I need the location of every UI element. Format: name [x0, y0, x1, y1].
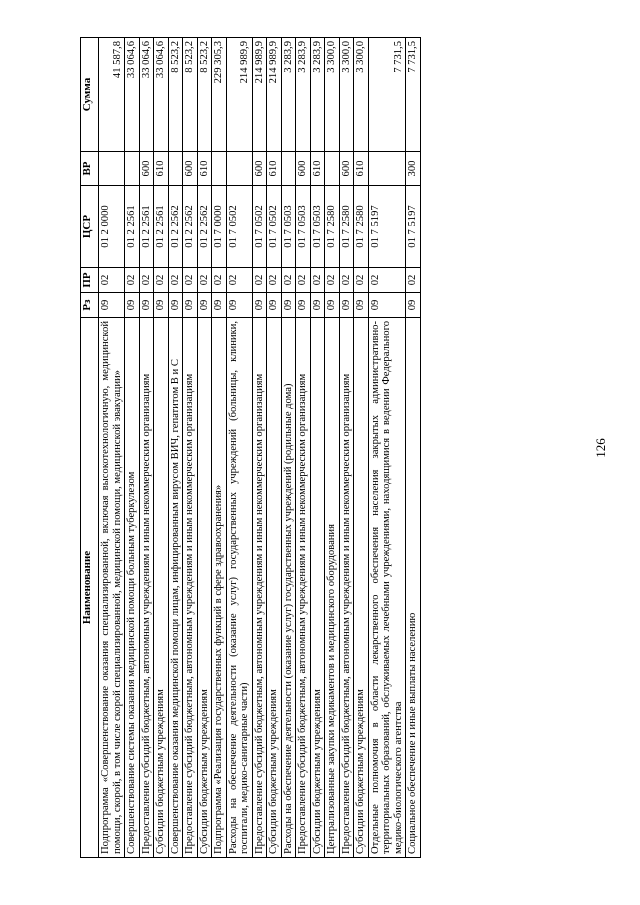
row-vr — [99, 152, 125, 186]
row-pr: 02 — [354, 268, 369, 293]
row-rz: 09 — [197, 293, 212, 318]
row-sum: 3 300,0 — [325, 38, 340, 152]
row-sum: 33 064,6 — [139, 38, 154, 152]
row-pr: 02 — [212, 268, 227, 293]
row-csr: 01 2 2562 — [183, 186, 198, 268]
row-vr: 600 — [339, 152, 354, 186]
row-rz: 09 — [99, 293, 125, 318]
row-vr: 610 — [154, 152, 169, 186]
row-sum: 214 989,9 — [226, 38, 252, 152]
table-body — [99, 38, 421, 858]
row-csr: 01 7 0503 — [296, 186, 311, 268]
row-pr: 02 — [139, 268, 154, 293]
row-sum: 214 989,9 — [252, 38, 267, 152]
row-name: Субсидии бюджетным учреждениям — [354, 318, 369, 858]
table-row — [325, 38, 340, 858]
row-csr: 01 7 0502 — [252, 186, 267, 268]
row-sum: 33 064,6 — [154, 38, 169, 152]
table-row — [212, 38, 227, 858]
rotated-page-content — [80, 38, 580, 858]
row-name: Субсидии бюджетным учреждениям — [197, 318, 212, 858]
row-rz: 09 — [139, 293, 154, 318]
row-rz: 09 — [325, 293, 340, 318]
row-vr: 610 — [197, 152, 212, 186]
table-row — [168, 38, 183, 858]
table-row — [296, 38, 311, 858]
row-pr: 02 — [310, 268, 325, 293]
row-name: Совершенствование системы оказания медицинской помощи больным туберкулезом — [125, 318, 140, 858]
header-rz: Рз — [81, 293, 99, 318]
row-name: Подпрограмма «Реализация государственных функций в сфере здравоохранения» — [212, 318, 227, 858]
header-sum: Сумма — [81, 38, 99, 152]
row-csr: 01 7 2580 — [325, 186, 340, 268]
row-name: Предоставление субсидий бюджетным, автономным учреждениям и иным некоммерческим организациям — [339, 318, 354, 858]
row-sum: 7 731,5 — [368, 38, 406, 152]
row-sum: 8 523,2 — [168, 38, 183, 152]
row-csr: 01 7 2580 — [354, 186, 369, 268]
row-rz: 09 — [252, 293, 267, 318]
row-csr: 01 7 0503 — [310, 186, 325, 268]
table-row — [339, 38, 354, 858]
row-pr: 02 — [325, 268, 340, 293]
row-rz: 09 — [406, 293, 421, 318]
table-row — [197, 38, 212, 858]
row-sum: 214 989,9 — [267, 38, 282, 152]
row-vr: 600 — [296, 152, 311, 186]
row-vr: 600 — [139, 152, 154, 186]
row-csr: 01 7 0502 — [267, 186, 282, 268]
row-vr: 610 — [310, 152, 325, 186]
row-csr: 01 2 0000 — [99, 186, 125, 268]
row-name: Подпрограмма «Совершенствование оказания специализированной, включая высокотехнологичную, медицинской помощи, скорой, в том числе скорой специализированной, медицинской помощи, медицинской эвакуации» — [99, 318, 125, 858]
row-pr: 02 — [339, 268, 354, 293]
row-sum: 8 523,2 — [183, 38, 198, 152]
row-vr — [168, 152, 183, 186]
row-rz: 09 — [226, 293, 252, 318]
row-pr: 02 — [99, 268, 125, 293]
row-name: Предоставление субсидий бюджетным, автономным учреждениям и иным некоммерческим организациям — [139, 318, 154, 858]
table-row — [226, 38, 252, 858]
row-csr: 01 7 2580 — [339, 186, 354, 268]
row-vr — [325, 152, 340, 186]
row-pr: 02 — [168, 268, 183, 293]
row-pr: 02 — [125, 268, 140, 293]
table-row — [368, 38, 406, 858]
row-vr — [125, 152, 140, 186]
row-rz: 09 — [281, 293, 296, 318]
row-sum: 3 300,0 — [339, 38, 354, 152]
row-vr — [212, 152, 227, 186]
row-name: Субсидии бюджетным учреждениям — [267, 318, 282, 858]
row-rz: 09 — [310, 293, 325, 318]
row-pr: 02 — [281, 268, 296, 293]
row-pr: 02 — [406, 268, 421, 293]
row-pr: 02 — [226, 268, 252, 293]
row-name: Расходы на обеспечение деятельности (оказание услуг) государственных учреждений (родильные дома) — [281, 318, 296, 858]
row-sum: 3 283,9 — [310, 38, 325, 152]
table-row — [125, 38, 140, 858]
row-sum: 8 523,2 — [197, 38, 212, 152]
row-rz: 09 — [354, 293, 369, 318]
row-vr: 300 — [406, 152, 421, 186]
row-vr: 610 — [354, 152, 369, 186]
row-rz: 09 — [296, 293, 311, 318]
row-sum: 3 283,9 — [281, 38, 296, 152]
budget-table — [80, 37, 421, 858]
row-csr: 01 7 5197 — [406, 186, 421, 268]
row-csr: 01 2 2561 — [154, 186, 169, 268]
row-name: Предоставление субсидий бюджетным, автономным учреждениям и иным некоммерческим организациям — [183, 318, 198, 858]
table-header-row — [81, 38, 99, 858]
row-vr: 600 — [252, 152, 267, 186]
row-rz: 09 — [125, 293, 140, 318]
row-name: Совершенствование оказания медицинской помощи лицам, инфицированным вирусом ВИЧ, гепатитом В и С — [168, 318, 183, 858]
row-sum: 3 300,0 — [354, 38, 369, 152]
row-pr: 02 — [183, 268, 198, 293]
row-vr — [281, 152, 296, 186]
table-row — [154, 38, 169, 858]
table-row — [267, 38, 282, 858]
row-csr: 01 7 5197 — [368, 186, 406, 268]
row-rz: 09 — [212, 293, 227, 318]
table-row — [252, 38, 267, 858]
header-vr: ВР — [81, 152, 99, 186]
table-row — [139, 38, 154, 858]
row-sum: 41 587,8 — [99, 38, 125, 152]
table-row — [354, 38, 369, 858]
row-pr: 02 — [267, 268, 282, 293]
table-row — [406, 38, 421, 858]
row-sum: 229 305,3 — [212, 38, 227, 152]
row-name: Расходы на обеспечение деятельности (оказание услуг) государственных учреждений (больницы, клиники, госпитали, медико-санитарные части) — [226, 318, 252, 858]
row-pr: 02 — [296, 268, 311, 293]
row-name: Социальное обеспечение и иные выплаты населению — [406, 318, 421, 858]
header-pr: ПР — [81, 268, 99, 293]
row-name: Централизованные закупки медикаментов и медицинского оборудования — [325, 318, 340, 858]
row-rz: 09 — [168, 293, 183, 318]
row-rz: 09 — [183, 293, 198, 318]
row-csr: 01 2 2562 — [168, 186, 183, 268]
row-sum: 33 064,6 — [125, 38, 140, 152]
table-row — [183, 38, 198, 858]
row-sum: 7 731,5 — [406, 38, 421, 152]
row-csr: 01 7 0502 — [226, 186, 252, 268]
row-pr: 02 — [197, 268, 212, 293]
row-csr: 01 2 2561 — [139, 186, 154, 268]
row-sum: 3 283,9 — [296, 38, 311, 152]
row-pr: 02 — [252, 268, 267, 293]
row-csr: 01 7 0000 — [212, 186, 227, 268]
row-rz: 09 — [154, 293, 169, 318]
row-rz: 09 — [267, 293, 282, 318]
row-csr: 01 2 2561 — [125, 186, 140, 268]
row-name: Субсидии бюджетным учреждениям — [154, 318, 169, 858]
row-vr: 600 — [183, 152, 198, 186]
row-csr: 01 2 2562 — [197, 186, 212, 268]
row-rz: 09 — [339, 293, 354, 318]
row-csr: 01 7 0503 — [281, 186, 296, 268]
table-row — [310, 38, 325, 858]
row-name: Отдельные полномочия в области лекарственного обеспечения населения закрытых административно-территориальных образований, обслуживаемых лечебными учреждениями, находящимися в ведении Федерального медико-биологического агентства — [368, 318, 406, 858]
page-number: 126 — [593, 438, 608, 458]
row-name: Субсидии бюджетным учреждениям — [310, 318, 325, 858]
row-pr: 02 — [368, 268, 406, 293]
row-vr — [368, 152, 406, 186]
table-row — [99, 38, 125, 858]
row-name: Предоставление субсидий бюджетным, автономным учреждениям и иным некоммерческим организациям — [252, 318, 267, 858]
row-pr: 02 — [154, 268, 169, 293]
header-name: Наименование — [81, 318, 99, 858]
row-vr: 610 — [267, 152, 282, 186]
row-vr — [226, 152, 252, 186]
table-row — [281, 38, 296, 858]
header-csr: ЦСР — [81, 186, 99, 268]
row-name: Предоставление субсидий бюджетным, автономным учреждениям и иным некоммерческим организациям — [296, 318, 311, 858]
row-rz: 09 — [368, 293, 406, 318]
